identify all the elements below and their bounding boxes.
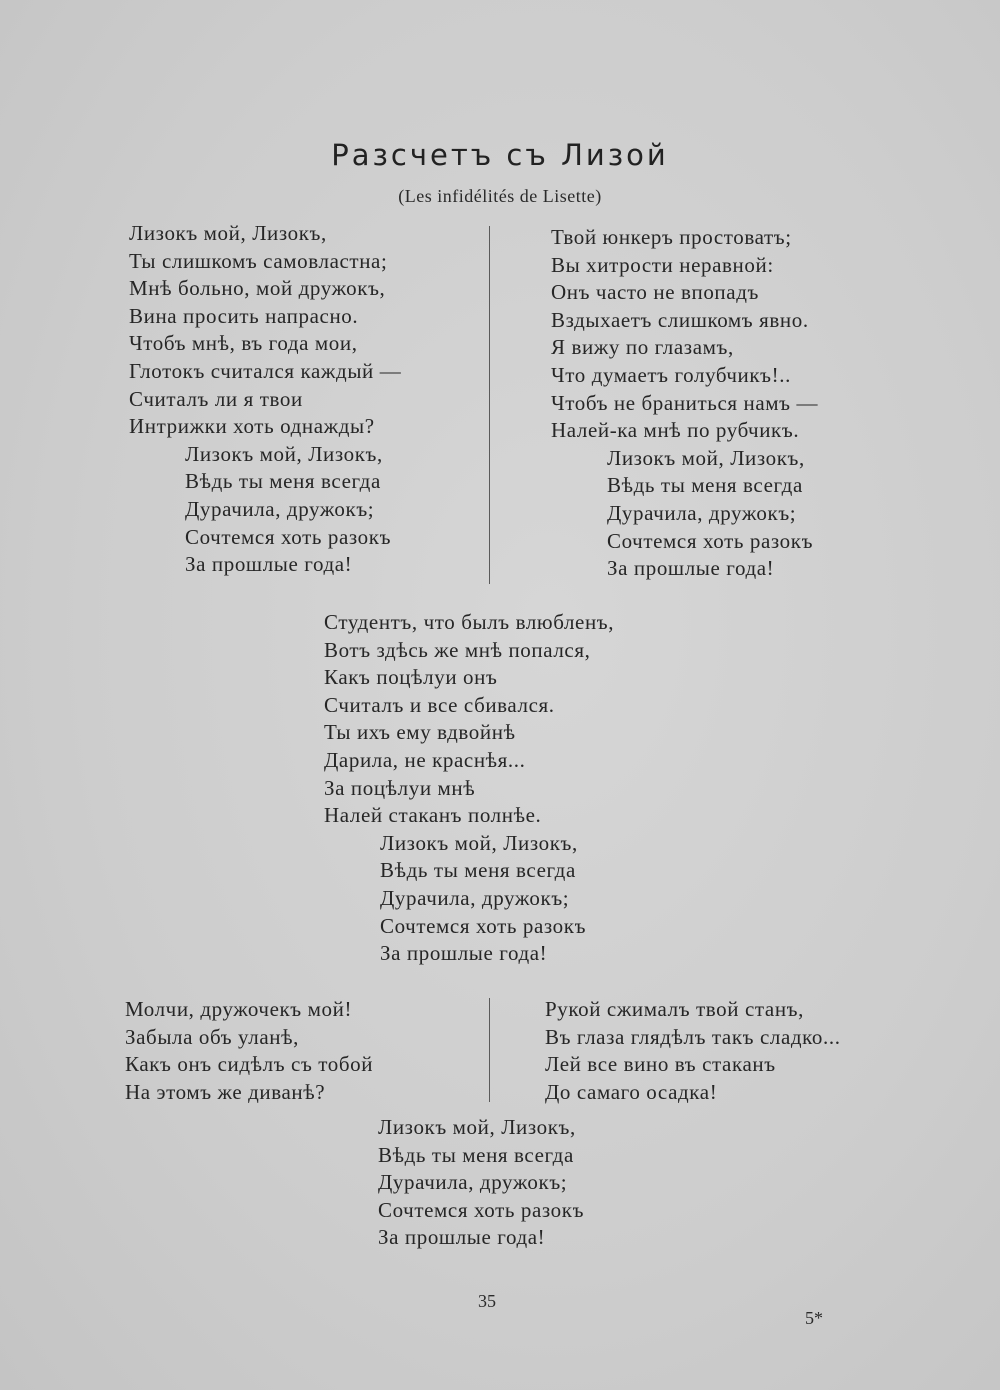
refrain-line: Лизокъ мой, Лизокъ, xyxy=(380,830,578,855)
verse-line: Чтобъ не браниться намъ — xyxy=(551,390,819,415)
refrain-line: Вѣдь ты меня всегда xyxy=(185,469,381,494)
refrain-line: Вѣдь ты меня всегда xyxy=(378,1142,574,1167)
verse-line: Вотъ здѣсь же мнѣ попался, xyxy=(324,637,591,662)
refrain-line: Сочтемся хоть разокъ xyxy=(607,528,814,553)
column-divider xyxy=(489,226,490,584)
verse-line: Интрижки хоть однажды? xyxy=(129,414,375,439)
verse-line: Считалъ ли я твои xyxy=(129,386,303,411)
verse-line: Дарила, не краснѣя... xyxy=(324,747,526,772)
verse-line: Вздыхаетъ слишкомъ явно. xyxy=(551,307,809,332)
refrain-line: За прошлые года! xyxy=(185,552,353,577)
verse-line: Мнѣ больно, мой дружокъ, xyxy=(129,276,386,301)
column-divider xyxy=(489,998,490,1102)
final-refrain xyxy=(378,1114,584,1252)
verse-line: Ты слишкомъ самовластна; xyxy=(129,248,388,273)
refrain-line: Сочтемся хоть разокъ xyxy=(380,913,587,938)
poem-subtitle: (Les infidélités de Lisette) xyxy=(398,186,602,206)
verse-line: Глотокъ считался каждый — xyxy=(129,358,402,383)
verse-line: Рукой сжималъ твой станъ, xyxy=(545,997,804,1021)
verse-line: Ты ихъ ему вдвойнѣ xyxy=(324,720,516,745)
refrain-line: За прошлые года! xyxy=(380,941,548,966)
refrain-line: Вѣдь ты меня всегда xyxy=(607,473,803,498)
verse-line: Налей стаканъ полнѣе. xyxy=(324,803,542,828)
stanza-1 xyxy=(129,220,401,579)
verse-line: Чтобъ мнѣ, въ года мои, xyxy=(129,331,358,356)
poem-title: Разсчетъ съ Лизой xyxy=(331,138,669,172)
refrain-line: Дурачила, дружокъ; xyxy=(378,1170,568,1195)
refrain-line: Лизокъ мой, Лизокъ, xyxy=(185,441,383,466)
signature-mark: 5* xyxy=(805,1308,823,1328)
refrain-line: За прошлые года! xyxy=(607,556,775,581)
verse-line: Вина просить напрасно. xyxy=(129,303,359,328)
refrain-line: Сочтемся хоть разокъ xyxy=(378,1197,585,1222)
verse-line: Въ глаза глядѣлъ такъ сладко... xyxy=(545,1024,841,1049)
refrain-line: Лизокъ мой, Лизокъ, xyxy=(378,1115,576,1139)
verse-line: Лизокъ мой, Лизокъ, xyxy=(129,221,327,245)
verse-line: Какъ онъ сидѣлъ съ тобой xyxy=(125,1052,374,1077)
refrain-line: Дурачила, дружокъ; xyxy=(607,500,797,525)
stanza-3 xyxy=(324,609,614,968)
verse-line: Твой юнкеръ простоватъ; xyxy=(551,225,792,249)
refrain-line: Лизокъ мой, Лизокъ, xyxy=(607,445,805,470)
verse-line: Налей-ка мнѣ по рубчикъ. xyxy=(551,418,800,443)
verse-line: Онъ часто не впопадъ xyxy=(551,280,759,305)
stanza-4 xyxy=(125,996,373,1106)
refrain-line: Дурачила, дружокъ; xyxy=(380,885,570,910)
stanza-5 xyxy=(545,996,841,1106)
verse-line: Забыла объ уланѣ, xyxy=(125,1024,299,1049)
refrain-line: Вѣдь ты меня всегда xyxy=(380,858,576,883)
verse-line: На этомъ же диванѣ? xyxy=(125,1079,326,1104)
verse-line: Что думаетъ голубчикъ!.. xyxy=(551,362,791,387)
verse-line: Молчи, дружочекъ мой! xyxy=(125,997,353,1021)
verse-line: Я вижу по глазамъ, xyxy=(551,335,734,360)
verse-line: Лей все вино въ стаканъ xyxy=(545,1052,776,1077)
refrain-line: Сочтемся хоть разокъ xyxy=(185,524,392,549)
refrain-line: Дурачила, дружокъ; xyxy=(185,496,375,521)
verse-line: Вы хитрости неравной: xyxy=(551,252,774,277)
verse-line: Какъ поцѣлуи онъ xyxy=(324,665,498,690)
refrain-line: За прошлые года! xyxy=(378,1225,546,1250)
verse-line: За поцѣлуи мнѣ xyxy=(324,775,476,800)
verse-line: До самаго осадка! xyxy=(545,1079,718,1104)
page-number: 35 xyxy=(478,1291,496,1311)
stanza-2 xyxy=(551,224,818,583)
verse-line: Студентъ, что былъ влюбленъ, xyxy=(324,610,615,634)
verse-line: Считалъ и все сбивался. xyxy=(324,692,555,717)
